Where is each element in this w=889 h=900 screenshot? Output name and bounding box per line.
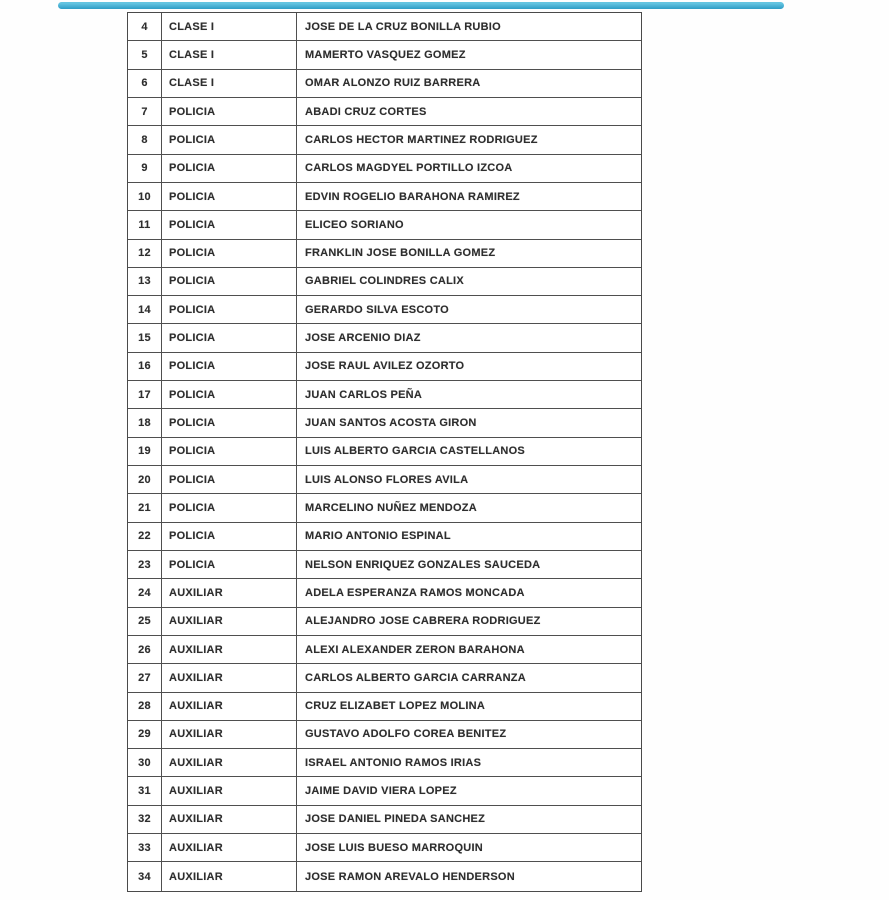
row-category-cell: CLASE I	[162, 13, 297, 40]
row-name-cell: JOSE LUIS BUESO MARROQUIN	[305, 841, 483, 854]
row-name-cell: ALEXI ALEXANDER ZERON BARAHONA	[305, 643, 525, 656]
table-row	[128, 98, 641, 126]
row-category-cell: AUXILIAR	[162, 862, 297, 890]
row-name-cell: CARLOS MAGDYEL PORTILLO IZCOA	[305, 162, 513, 175]
row-number-cell: 15	[128, 324, 162, 351]
row-number-cell: 21	[128, 494, 162, 521]
table-row	[128, 155, 641, 183]
table-row	[128, 353, 641, 381]
row-name-cell: JUAN CARLOS PEÑA	[305, 388, 423, 401]
row-name-cell: EDVIN ROGELIO BARAHONA RAMIREZ	[305, 190, 520, 203]
row-number-cell: 27	[128, 664, 162, 691]
row-number-cell: 8	[128, 126, 162, 153]
row-name-cell: GERARDO SILVA ESCOTO	[305, 303, 449, 316]
row-number-cell: 13	[128, 268, 162, 295]
row-number-cell: 4	[128, 13, 162, 40]
table-row	[128, 523, 641, 551]
row-number-cell: 20	[128, 466, 162, 493]
row-name-cell: CARLOS HECTOR MARTINEZ RODRIGUEZ	[305, 133, 538, 146]
row-number-cell: 24	[128, 579, 162, 606]
table-row	[128, 211, 641, 239]
row-category-cell: POLICIA	[162, 409, 297, 436]
table-row	[128, 183, 641, 211]
row-category-cell: POLICIA	[162, 324, 297, 351]
row-name-cell: ADELA ESPERANZA RAMOS MONCADA	[305, 586, 525, 599]
table-row	[128, 13, 641, 41]
row-number-cell: 26	[128, 636, 162, 663]
row-number-cell: 25	[128, 608, 162, 635]
row-category-cell: AUXILIAR	[162, 664, 297, 691]
row-number-cell: 34	[128, 862, 162, 890]
row-name-cell: FRANKLIN JOSE BONILLA GOMEZ	[305, 247, 496, 260]
row-category-cell: CLASE I	[162, 70, 297, 97]
row-category-cell: AUXILIAR	[162, 636, 297, 663]
row-category-cell: AUXILIAR	[162, 608, 297, 635]
table-row	[128, 608, 641, 636]
row-number-cell: 14	[128, 296, 162, 323]
table-row	[128, 438, 641, 466]
row-number-cell: 33	[128, 834, 162, 861]
row-name-cell: CARLOS ALBERTO GARCIA CARRANZA	[305, 671, 526, 684]
table-row	[128, 693, 641, 721]
row-category-cell: POLICIA	[162, 466, 297, 493]
table-row	[128, 806, 641, 834]
table-row	[128, 126, 641, 154]
row-category-cell: POLICIA	[162, 155, 297, 182]
row-name-cell: JOSE RAUL AVILEZ OZORTO	[305, 360, 465, 373]
row-category-cell: AUXILIAR	[162, 579, 297, 606]
row-name-cell: JAIME DAVID VIERA LOPEZ	[305, 785, 457, 798]
row-number-cell: 12	[128, 240, 162, 267]
row-name-cell: ABADI CRUZ CORTES	[305, 105, 427, 118]
row-category-cell: POLICIA	[162, 183, 297, 210]
table-row	[128, 862, 641, 890]
row-category-cell: AUXILIAR	[162, 693, 297, 720]
row-name-cell: GUSTAVO ADOLFO COREA BENITEZ	[305, 728, 507, 741]
table-row	[128, 41, 641, 69]
row-number-cell: 7	[128, 98, 162, 125]
table-row	[128, 381, 641, 409]
table-row	[128, 749, 641, 777]
row-category-cell: POLICIA	[162, 211, 297, 238]
row-name-cell: MARIO ANTONIO ESPINAL	[305, 530, 451, 543]
table-row	[128, 494, 641, 522]
row-name-cell: OMAR ALONZO RUIZ BARRERA	[305, 77, 481, 90]
row-name-cell: NELSON ENRIQUEZ GONZALES SAUCEDA	[305, 558, 541, 571]
row-category-cell: POLICIA	[162, 438, 297, 465]
row-number-cell: 30	[128, 749, 162, 776]
table-row	[128, 268, 641, 296]
table-row	[128, 409, 641, 437]
row-name-cell: JOSE DE LA CRUZ BONILLA RUBIO	[305, 20, 501, 33]
row-category-cell: AUXILIAR	[162, 777, 297, 804]
table-row	[128, 296, 641, 324]
row-number-cell: 19	[128, 438, 162, 465]
row-number-cell: 11	[128, 211, 162, 238]
row-name-cell: JUAN SANTOS ACOSTA GIRON	[305, 417, 477, 430]
row-category-cell: POLICIA	[162, 381, 297, 408]
row-category-cell: POLICIA	[162, 551, 297, 578]
row-category-cell: POLICIA	[162, 523, 297, 550]
row-name-cell: GABRIEL COLINDRES CALIX	[305, 275, 464, 288]
row-category-cell: AUXILIAR	[162, 721, 297, 748]
row-category-cell: POLICIA	[162, 240, 297, 267]
row-name-cell: MARCELINO NUÑEZ MENDOZA	[305, 501, 477, 514]
row-name-cell: ISRAEL ANTONIO RAMOS IRIAS	[305, 756, 482, 769]
row-category-cell: CLASE I	[162, 41, 297, 68]
row-number-cell: 16	[128, 353, 162, 380]
row-name-cell: ALEJANDRO JOSE CABRERA RODRIGUEZ	[305, 615, 541, 628]
row-number-cell: 18	[128, 409, 162, 436]
personnel-roster-table	[127, 12, 642, 892]
table-row	[128, 240, 641, 268]
row-name-cell: ELICEO SORIANO	[305, 218, 404, 231]
table-row	[128, 777, 641, 805]
row-name-cell: JOSE ARCENIO DIAZ	[305, 332, 421, 345]
row-number-cell: 29	[128, 721, 162, 748]
row-name-cell: JOSE DANIEL PINEDA SANCHEZ	[305, 813, 486, 826]
highlight-bar	[58, 2, 784, 9]
row-number-cell: 22	[128, 523, 162, 550]
table-row	[128, 664, 641, 692]
row-name-cell: MAMERTO VASQUEZ GOMEZ	[305, 48, 466, 61]
row-name-cell: JOSE RAMON AREVALO HENDERSON	[305, 870, 515, 883]
row-category-cell: AUXILIAR	[162, 749, 297, 776]
table-row	[128, 324, 641, 352]
row-category-cell: POLICIA	[162, 353, 297, 380]
row-name-cell: CRUZ ELIZABET LOPEZ MOLINA	[305, 700, 486, 713]
row-category-cell: POLICIA	[162, 126, 297, 153]
table-row	[128, 579, 641, 607]
table-row	[128, 551, 641, 579]
table-row	[128, 70, 641, 98]
row-number-cell: 28	[128, 693, 162, 720]
row-category-cell: POLICIA	[162, 98, 297, 125]
row-category-cell: POLICIA	[162, 296, 297, 323]
table-row	[128, 834, 641, 862]
row-category-cell: AUXILIAR	[162, 834, 297, 861]
row-number-cell: 5	[128, 41, 162, 68]
table-row	[128, 721, 641, 749]
row-category-cell: POLICIA	[162, 494, 297, 521]
row-number-cell: 17	[128, 381, 162, 408]
row-name-cell: LUIS ALBERTO GARCIA CASTELLANOS	[305, 445, 526, 458]
row-category-cell: POLICIA	[162, 268, 297, 295]
row-number-cell: 31	[128, 777, 162, 804]
table-row	[128, 636, 641, 664]
row-number-cell: 10	[128, 183, 162, 210]
row-number-cell: 32	[128, 806, 162, 833]
row-number-cell: 9	[128, 155, 162, 182]
row-number-cell: 6	[128, 70, 162, 97]
row-category-cell: AUXILIAR	[162, 806, 297, 833]
table-row	[128, 466, 641, 494]
row-number-cell: 23	[128, 551, 162, 578]
row-name-cell: LUIS ALONSO FLORES AVILA	[305, 473, 469, 486]
